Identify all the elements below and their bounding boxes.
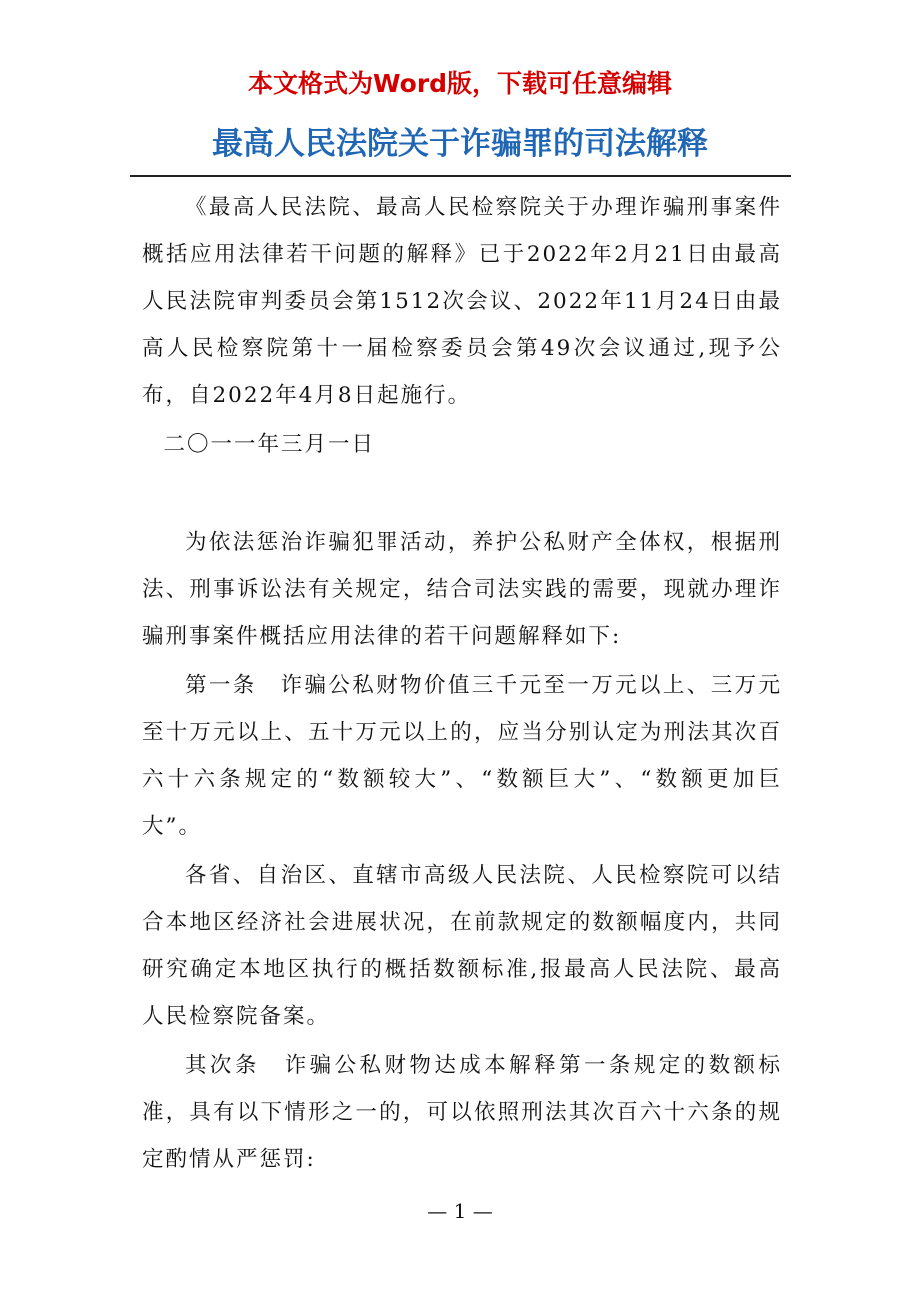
preamble-paragraph: 《最高人民法院、最高人民检察院关于办理诈骗刑事案件概括应用法律若干问题的解释》已于2022年2月21日由最高人民法院审判委员会第1512次会议、2022年11月24日由最高人民检察院第十一届检察委员会第49次会议通过,现予公布，自2022年4月8日起施行。 <box>142 195 782 408</box>
page-number: — 1 — <box>427 1199 493 1223</box>
document-title: 最高人民法院关于诈骗罪的司法解释 <box>212 126 708 162</box>
provincial-standard-paragraph: 各省、自治区、直辖市高级人民法院、人民检察院可以结合本地区经济社会进展状况，在前款规定的数额幅度内，共同研究确定本地区执行的概括数额标准,报最高人民法院、最高人民检察院备案。 <box>142 863 782 1029</box>
article-2-paragraph: 其次条 诈骗公私财物达成本解释第一条规定的数额标准，具有以下情形之一的，可以依照刑法其次百六十六条的规定酌情从严惩罚: <box>142 1053 782 1172</box>
title-divider <box>130 175 791 177</box>
date-line: 二〇一一年三月一日 <box>163 432 376 457</box>
document-body <box>142 184 782 1183</box>
download-banner: 本文格式为Word版，下载可任意编辑 <box>247 69 673 98</box>
article-1-paragraph: 第一条 诈骗公私财物价值三千元至一万元以上、三万元至十万元以上、五十万元以上的，应当分别认定为刑法其次百六十六条规定的“数额较大”、“数额巨大”、“数额更加巨大”。 <box>142 673 782 839</box>
intro-paragraph: 为依法惩治诈骗犯罪活动，养护公私财产全体权，根据刑法、刑事诉讼法有关规定，结合司法实践的需要，现就办理诈骗刑事案件概括应用法律的若干问题解释如下: <box>142 530 782 649</box>
